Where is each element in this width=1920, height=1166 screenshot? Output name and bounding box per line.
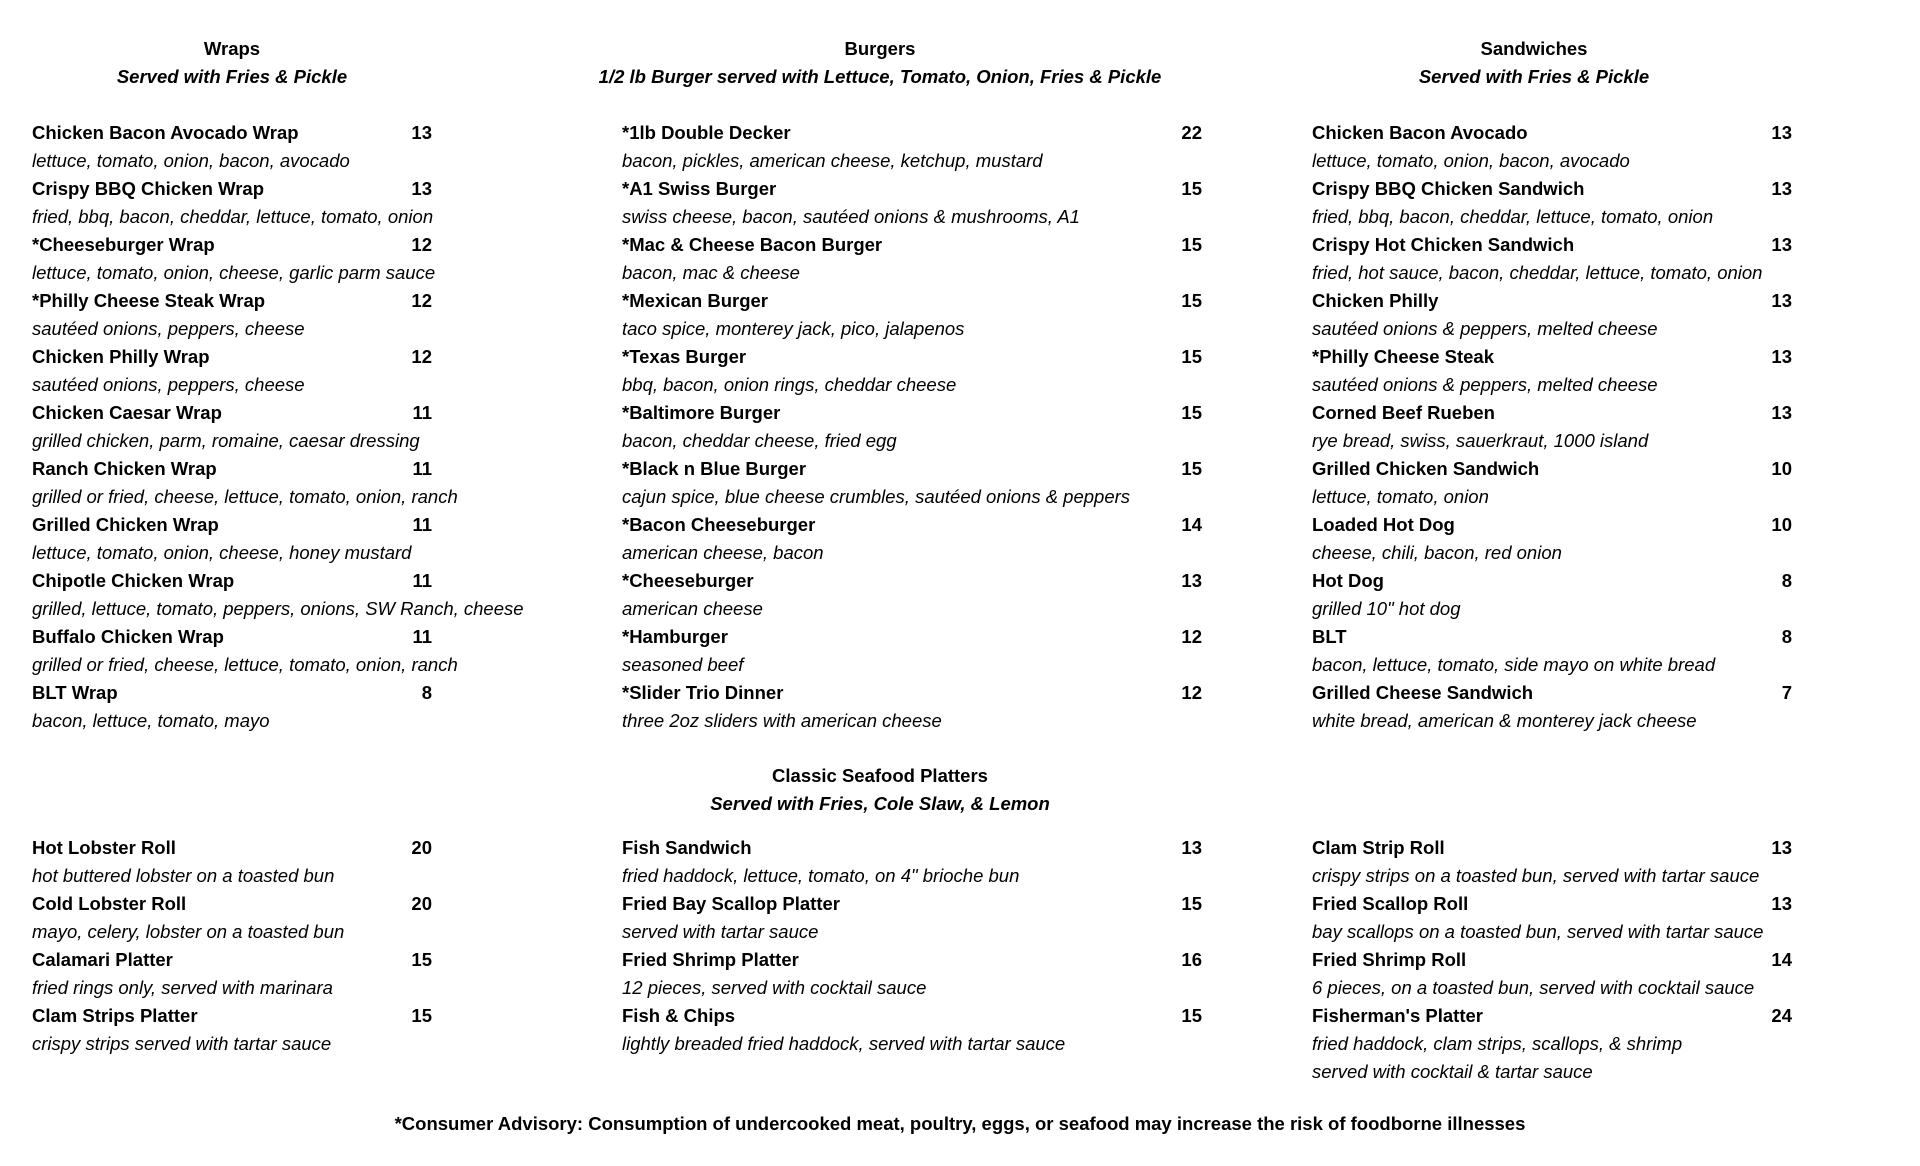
item-price: 13	[1771, 346, 1792, 367]
burgers-subtitle: 1/2 lb Burger served with Lettuce, Tomato, Onion, Fries & Pickle	[598, 66, 1162, 87]
item-description: white bread, american & monterey jack cheese	[1312, 710, 1697, 731]
item-description: mayo, celery, lobster on a toasted bun	[32, 921, 345, 942]
item-name: *Cheeseburger Wrap	[32, 234, 215, 255]
item-name: Loaded Hot Dog	[1312, 514, 1455, 535]
item-name: Fried Scallop Roll	[1312, 893, 1469, 914]
item-name: Fried Shrimp Roll	[1312, 949, 1467, 970]
item-description: seasoned beef	[622, 654, 744, 675]
item-description: grilled 10" hot dog	[1312, 598, 1461, 619]
menu-item	[32, 1002, 562, 1058]
item-name: BLT Wrap	[32, 682, 118, 703]
wraps-header	[32, 35, 432, 91]
item-price: 12	[1181, 626, 1202, 647]
menu-item	[622, 890, 1242, 946]
sandwiches-header	[1334, 35, 1734, 91]
wraps-list	[32, 119, 562, 735]
item-price: 15	[411, 1005, 432, 1026]
item-price: 15	[1181, 893, 1202, 914]
item-price: 20	[411, 837, 432, 858]
item-description: bacon, lettuce, tomato, side mayo on white bread	[1312, 654, 1716, 675]
item-price: 11	[412, 514, 432, 535]
item-description: crispy strips served with tartar sauce	[32, 1033, 332, 1054]
item-description: american cheese, bacon	[622, 542, 824, 563]
item-description: bacon, pickles, american cheese, ketchup, mustard	[622, 150, 1043, 171]
item-name: Grilled Chicken Sandwich	[1312, 458, 1540, 479]
item-price: 13	[1771, 234, 1792, 255]
menu-item	[622, 119, 1242, 175]
seafood-left-list	[32, 834, 562, 1058]
item-name: *Texas Burger	[622, 346, 747, 367]
menu-item	[622, 455, 1242, 511]
item-price: 11	[412, 570, 432, 591]
menu-item	[32, 175, 562, 231]
item-name: Crispy BBQ Chicken Wrap	[32, 178, 264, 199]
menu-item	[1312, 399, 1908, 455]
menu-item	[32, 567, 562, 623]
menu-item	[1312, 455, 1908, 511]
item-price: 20	[411, 893, 432, 914]
menu-item	[622, 946, 1242, 1002]
item-price: 15	[1181, 346, 1202, 367]
burgers-list	[622, 119, 1242, 735]
menu-item	[32, 890, 562, 946]
item-name: Chipotle Chicken Wrap	[32, 570, 235, 591]
menu-item	[32, 455, 562, 511]
seafood-subtitle: Served with Fries, Cole Slaw, & Lemon	[710, 793, 1050, 814]
menu-item	[32, 287, 562, 343]
wraps-subtitle: Served with Fries & Pickle	[116, 66, 348, 87]
sandwiches-subtitle: Served with Fries & Pickle	[1418, 66, 1650, 87]
item-description: fried rings only, served with marinara	[32, 977, 333, 998]
item-price: 7	[1781, 682, 1792, 703]
item-price: 13	[1181, 837, 1202, 858]
item-description: fried, hot sauce, bacon, cheddar, lettuce, tomato, onion	[1312, 262, 1763, 283]
item-name: *Mac & Cheese Bacon Burger	[622, 234, 883, 255]
item-name: Fish & Chips	[622, 1005, 736, 1026]
item-description: grilled chicken, parm, romaine, caesar dressing	[32, 430, 420, 451]
menu-item	[622, 679, 1242, 735]
item-name: *Hamburger	[622, 626, 728, 647]
item-price: 13	[1771, 837, 1792, 858]
item-name: BLT	[1312, 626, 1347, 647]
item-description: bacon, cheddar cheese, fried egg	[622, 430, 897, 451]
seafood-middle-list	[622, 834, 1242, 1058]
item-description-line-2: served with cocktail & tartar sauce	[1312, 1061, 1593, 1082]
menu-item	[32, 119, 562, 175]
item-description: grilled, lettuce, tomato, peppers, onions, SW Ranch, cheese	[32, 598, 524, 619]
item-price: 14	[1771, 949, 1792, 970]
menu-item	[622, 287, 1242, 343]
item-description: rye bread, swiss, sauerkraut, 1000 island	[1312, 430, 1649, 451]
menu-item	[1312, 567, 1908, 623]
menu-item	[1312, 343, 1908, 399]
item-price: 8	[1781, 570, 1792, 591]
menu-item	[1312, 623, 1908, 679]
item-price: 13	[1771, 178, 1792, 199]
item-name: *Black n Blue Burger	[622, 458, 807, 479]
item-price: 13	[1181, 570, 1202, 591]
item-description: fried, bbq, bacon, cheddar, lettuce, tomato, onion	[1312, 206, 1714, 227]
item-price: 8	[421, 682, 432, 703]
menu-item	[32, 343, 562, 399]
menu-item	[622, 231, 1242, 287]
item-name: Hot Dog	[1312, 570, 1384, 591]
item-price: 15	[1181, 402, 1202, 423]
item-description: 6 pieces, on a toasted bun, served with cocktail sauce	[1312, 977, 1755, 998]
item-description: cajun spice, blue cheese crumbles, sautéed onions & peppers	[622, 486, 1131, 507]
item-price: 13	[1771, 893, 1792, 914]
item-name: Fisherman's Platter	[1312, 1005, 1483, 1026]
burgers-header	[560, 35, 1200, 91]
item-price: 15	[1181, 458, 1202, 479]
item-name: Hot Lobster Roll	[32, 837, 176, 858]
seafood-title: Classic Seafood Platters	[772, 765, 988, 786]
item-description: sautéed onions & peppers, melted cheese	[1312, 374, 1658, 395]
menu-item	[32, 623, 562, 679]
item-name: *Bacon Cheeseburger	[622, 514, 816, 535]
item-price: 15	[1181, 178, 1202, 199]
menu-item	[622, 343, 1242, 399]
item-name: *Philly Cheese Steak	[1312, 346, 1495, 367]
item-description: cheese, chili, bacon, red onion	[1312, 542, 1562, 563]
item-description: american cheese	[622, 598, 763, 619]
item-description: fried haddock, clam strips, scallops, & shrimp	[1312, 1033, 1683, 1054]
wraps-title: Wraps	[203, 38, 261, 59]
item-price: 24	[1771, 1005, 1792, 1026]
item-name: Crispy Hot Chicken Sandwich	[1312, 234, 1575, 255]
item-description: fried, bbq, bacon, cheddar, lettuce, tomato, onion	[32, 206, 434, 227]
menu-item	[32, 946, 562, 1002]
item-name: Crispy BBQ Chicken Sandwich	[1312, 178, 1585, 199]
item-description: sautéed onions & peppers, melted cheese	[1312, 318, 1658, 339]
menu-item	[32, 679, 562, 735]
menu-item	[32, 834, 562, 890]
item-price: 10	[1771, 514, 1792, 535]
item-price: 12	[411, 346, 432, 367]
menu-item	[1312, 834, 1908, 890]
item-price: 15	[411, 949, 432, 970]
item-description: bacon, lettuce, tomato, mayo	[32, 710, 270, 731]
item-description: bay scallops on a toasted bun, served with tartar sauce	[1312, 921, 1764, 942]
item-price: 11	[412, 402, 432, 423]
item-name: Ranch Chicken Wrap	[32, 458, 217, 479]
item-name: Chicken Caesar Wrap	[32, 402, 222, 423]
sandwiches-title: Sandwiches	[1480, 38, 1588, 59]
item-description: lightly breaded fried haddock, served with tartar sauce	[622, 1033, 1066, 1054]
item-price: 13	[411, 122, 432, 143]
seafood-right-list	[1312, 834, 1908, 1086]
item-description: grilled or fried, cheese, lettuce, tomato, onion, ranch	[32, 654, 458, 675]
item-price: 15	[1181, 1005, 1202, 1026]
menu-item	[622, 399, 1242, 455]
item-name: *Cheeseburger	[622, 570, 754, 591]
consumer-advisory: *Consumer Advisory: Consumption of undercooked meat, poultry, eggs, or seafood may increase the risk of foodborne illnesses	[394, 1113, 1526, 1134]
item-description: fried haddock, lettuce, tomato, on 4" brioche bun	[622, 865, 1020, 886]
item-price: 13	[1771, 402, 1792, 423]
menu-item	[1312, 287, 1908, 343]
item-description: crispy strips on a toasted bun, served with tartar sauce	[1312, 865, 1760, 886]
item-name: *Mexican Burger	[622, 290, 768, 311]
item-price: 11	[412, 626, 432, 647]
item-name: Chicken Philly Wrap	[32, 346, 210, 367]
item-name: *Philly Cheese Steak Wrap	[32, 290, 266, 311]
item-description: lettuce, tomato, onion, bacon, avocado	[32, 150, 350, 171]
item-description: three 2oz sliders with american cheese	[622, 710, 942, 731]
item-name: *Baltimore Burger	[622, 402, 781, 423]
menu-item	[32, 231, 562, 287]
item-description: taco spice, monterey jack, pico, jalapenos	[622, 318, 965, 339]
seafood-header	[560, 762, 1200, 818]
item-price: 12	[411, 234, 432, 255]
menu-item	[622, 175, 1242, 231]
menu-item	[1312, 946, 1908, 1002]
item-name: Grilled Chicken Wrap	[32, 514, 219, 535]
item-name: Clam Strips Platter	[32, 1005, 198, 1026]
item-name: Calamari Platter	[32, 949, 173, 970]
item-description: lettuce, tomato, onion	[1312, 486, 1489, 507]
item-price: 12	[411, 290, 432, 311]
menu-item	[32, 511, 562, 567]
item-description: swiss cheese, bacon, sautéed onions & mushrooms, A1	[622, 206, 1080, 227]
item-name: *Slider Trio Dinner	[622, 682, 784, 703]
menu-item	[1312, 890, 1908, 946]
menu-item	[1312, 1002, 1908, 1086]
item-description: served with tartar sauce	[622, 921, 819, 942]
item-name: Chicken Bacon Avocado Wrap	[32, 122, 299, 143]
item-price: 12	[1181, 682, 1202, 703]
item-name: Corned Beef Rueben	[1312, 402, 1495, 423]
item-description: lettuce, tomato, onion, cheese, honey mustard	[32, 542, 412, 563]
sandwiches-list	[1312, 119, 1908, 735]
item-price: 13	[1771, 122, 1792, 143]
menu-item	[622, 1002, 1242, 1058]
menu-item	[622, 834, 1242, 890]
item-price: 14	[1181, 514, 1202, 535]
item-price: 15	[1181, 234, 1202, 255]
item-name: Cold Lobster Roll	[32, 893, 187, 914]
menu-item	[1312, 175, 1908, 231]
item-description: sautéed onions, peppers, cheese	[32, 374, 305, 395]
burgers-title: Burgers	[844, 38, 916, 59]
item-name: Grilled Cheese Sandwich	[1312, 682, 1534, 703]
item-name: Fish Sandwich	[622, 837, 752, 858]
item-price: 16	[1181, 949, 1202, 970]
item-name: Chicken Philly	[1312, 290, 1439, 311]
item-price: 8	[1781, 626, 1792, 647]
item-name: Fried Bay Scallop Platter	[622, 893, 840, 914]
item-description: 12 pieces, served with cocktail sauce	[622, 977, 927, 998]
item-price: 13	[411, 178, 432, 199]
menu-item	[1312, 231, 1908, 287]
item-name: *A1 Swiss Burger	[622, 178, 777, 199]
item-description: sautéed onions, peppers, cheese	[32, 318, 305, 339]
item-name: Buffalo Chicken Wrap	[32, 626, 224, 647]
item-description: hot buttered lobster on a toasted bun	[32, 865, 335, 886]
item-price: 22	[1181, 122, 1202, 143]
item-price: 13	[1771, 290, 1792, 311]
item-description: grilled or fried, cheese, lettuce, tomato, onion, ranch	[32, 486, 458, 507]
menu-item	[1312, 511, 1908, 567]
item-name: Fried Shrimp Platter	[622, 949, 799, 970]
menu-item	[1312, 119, 1908, 175]
menu-item	[32, 399, 562, 455]
item-name: Chicken Bacon Avocado	[1312, 122, 1528, 143]
item-description: lettuce, tomato, onion, cheese, garlic parm sauce	[32, 262, 436, 283]
item-description: lettuce, tomato, onion, bacon, avocado	[1312, 150, 1630, 171]
item-price: 11	[412, 458, 432, 479]
item-name: *1lb Double Decker	[622, 122, 791, 143]
menu-item	[622, 511, 1242, 567]
menu-item	[1312, 679, 1908, 735]
item-description: bbq, bacon, onion rings, cheddar cheese	[622, 374, 957, 395]
item-price: 15	[1181, 290, 1202, 311]
item-description: bacon, mac & cheese	[622, 262, 800, 283]
menu-item	[622, 567, 1242, 623]
menu-item	[622, 623, 1242, 679]
item-name: Clam Strip Roll	[1312, 837, 1445, 858]
item-price: 10	[1771, 458, 1792, 479]
